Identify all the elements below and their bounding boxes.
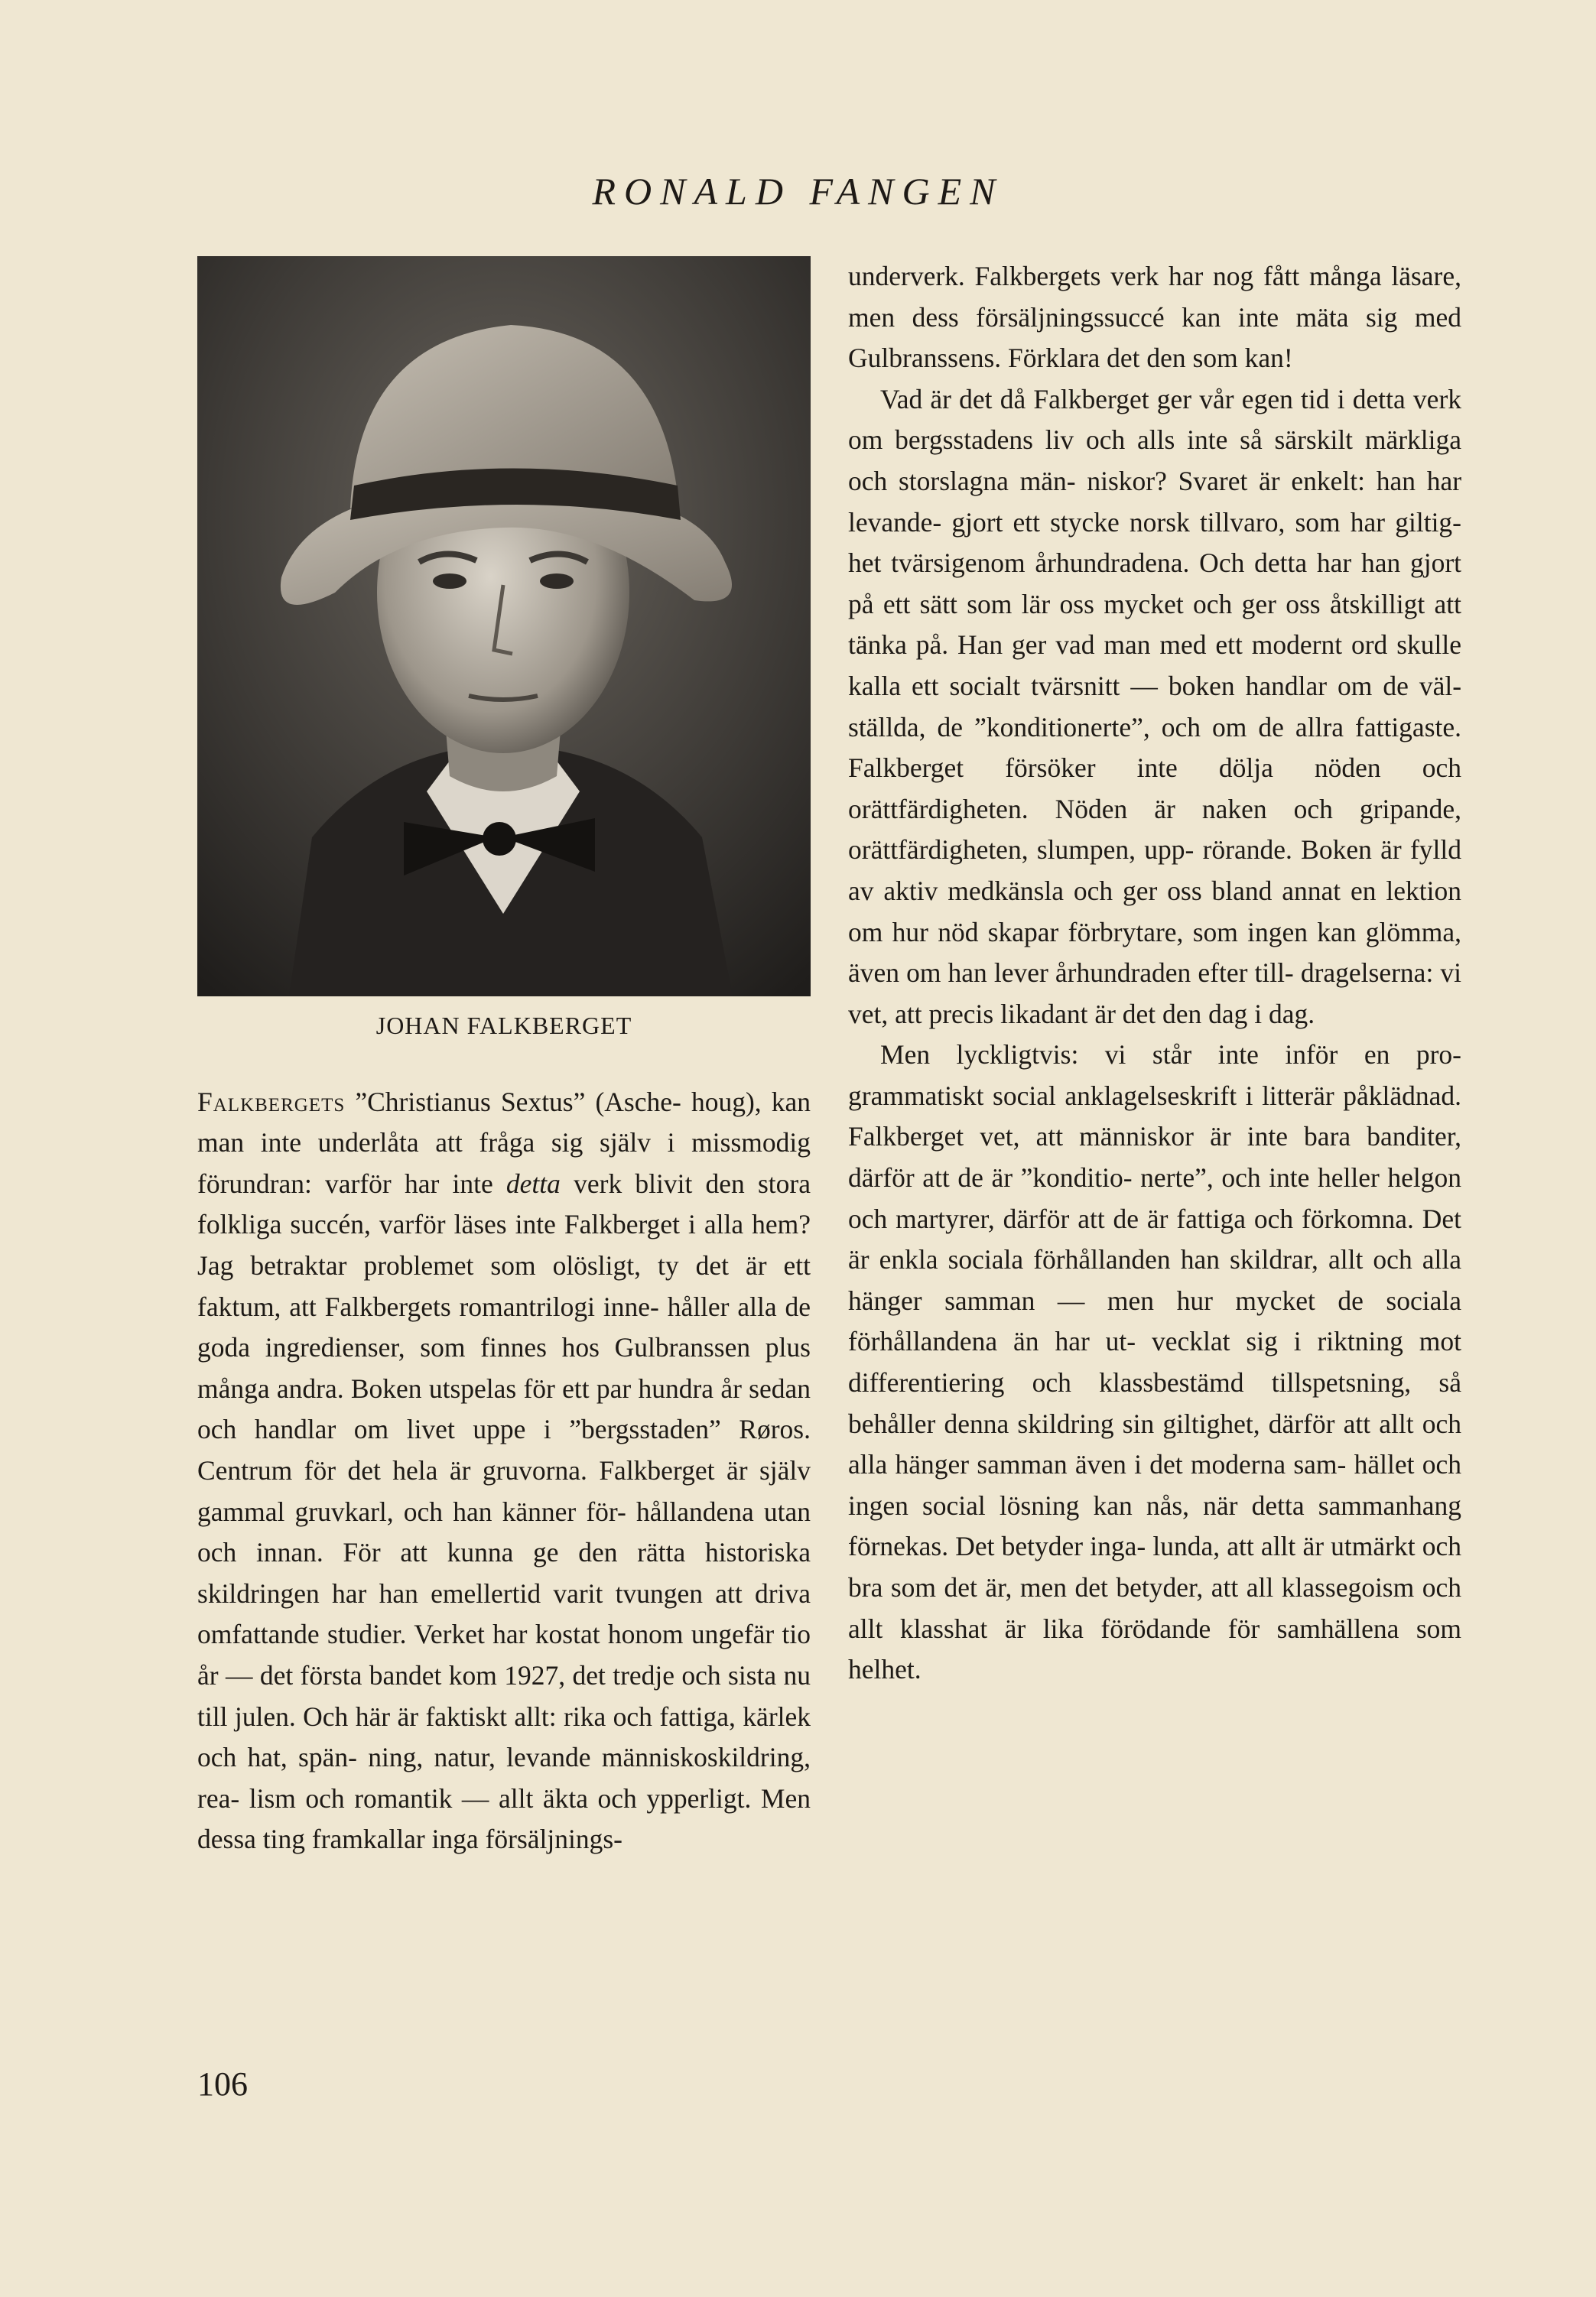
text-line: och gripande, orättfärdigheten, slumpen, upp- — [848, 793, 1462, 866]
text-line: man med ett modernt ord skulle kalla ett — [848, 629, 1461, 701]
text-line: som helhet. — [848, 1613, 1462, 1685]
text-line: ”Christianus Sextus” (Asche- — [355, 1086, 681, 1117]
text-line: betraktar problemet som olösligt, ty det är ett — [250, 1249, 811, 1281]
text-line: skildring sin giltighet, därför att allt och — [1017, 1408, 1461, 1439]
text-line: allt och alla hänger samman — men hur — [848, 1244, 1462, 1316]
text-line: hos Gulbranssen plus många andra. Boken — [197, 1332, 811, 1404]
author-photo — [197, 256, 811, 996]
text-line: är enkla sociala förhållanden han skildrar, — [848, 1244, 1318, 1275]
text-line: är, men det betyder, att all klassegoism och — [985, 1572, 1461, 1603]
text-line: lunda, att allt är utmärkt och bra som det — [848, 1531, 1462, 1603]
text-line: Centrum för det hela är gruvorna. Falkberget — [197, 1454, 715, 1486]
text-line: allt: rika och fattiga, kärlek och hat, spän- — [197, 1701, 811, 1773]
text-line: därför att de är fattiga och förkomna. Det — [1003, 1203, 1461, 1234]
left-paragraph — [197, 1082, 811, 1860]
text-line: inte så särskilt märkliga och storslagna män- — [848, 424, 1462, 496]
text-line: rörande. Boken är fylld av aktiv medkänsla — [848, 834, 1461, 906]
right-paragraph — [848, 379, 1461, 1035]
text-line: niskor? Svaret är enkelt: han har levande- — [848, 465, 1462, 538]
text-line: houg), kan man inte underlåta att fråga sig — [197, 1086, 811, 1158]
text-line: vecklat sig i riktning mot differentiering och — [848, 1326, 1461, 1399]
text-line: även om han lever århundraden efter till- — [848, 957, 1294, 989]
text-line: och ger oss bland annat en lektion om hur — [848, 875, 1461, 947]
text-line: år — det första bandet kom 1927, det tredje — [197, 1659, 675, 1691]
running-head: RONALD FANGEN — [592, 170, 1004, 213]
text-line: studier. Verket har kostat honom ungefär tio — [327, 1619, 811, 1650]
text-line: gjort ett stycke norsk tillvaro, som har giltig- — [951, 506, 1461, 538]
text-line: Men dessa ting framkallar inga försäljnings- — [197, 1782, 811, 1855]
text-line: dragelserna: vi vet, att precis likadant är det — [848, 957, 1461, 1029]
page-number: 106 — [197, 2065, 248, 2103]
text-line: hället och ingen social lösning kan nås, när — [848, 1449, 1462, 1521]
text-line: mycket de sociala förhållandena än har ut- — [848, 1285, 1461, 1357]
text-line: verk blivit den stora folkliga succén, — [197, 1168, 811, 1240]
text-line: ning, natur, levande människoskildring, rea- — [197, 1742, 811, 1814]
text-line: inte mäta sig med Gulbranssens. Förklara det — [848, 301, 1462, 374]
text-line: i detta verk om bergsstadens liv och alls — [848, 383, 1462, 456]
text-line: hållandena utan och innan. För att kunna — [197, 1496, 811, 1568]
text-line: nöden och orättfärdigheten. Nöden är naken — [848, 752, 1461, 824]
text-line: Men lyckligtvis: vi står inte inför en pro- — [880, 1039, 1461, 1071]
text-line: håller alla de goda ingredienser, som finnes — [197, 1291, 811, 1363]
text-line: varför läses inte Falkberget i alla hem? Jag — [197, 1209, 811, 1281]
portrait-photo-icon — [197, 256, 811, 996]
text-line: utspelas för ett par hundra år sedan och — [197, 1373, 811, 1445]
lead-word: Falkbergets — [197, 1086, 346, 1117]
text-line: den som kan! — [1146, 343, 1293, 374]
text-line: och sista nu till julen. Och här är faktiskt — [197, 1659, 811, 1732]
text-line: den dag i dag. — [1162, 998, 1315, 1029]
text-line: allt klasshat är lika förödande för samhällena — [848, 1613, 1399, 1644]
text-line: faktum, att Falkbergets romantrilogi inne- — [197, 1291, 659, 1322]
text-line: nerte”, och inte heller helgon och martyrer, — [848, 1162, 1462, 1234]
text-line: ger oss åtskilligt att tänka på. Han ger vad — [848, 588, 1461, 661]
left-column — [197, 256, 811, 1860]
text-line: detta sammanhang förnekas. Det betyder inga- — [848, 1490, 1462, 1562]
text-line: grammatiskt social anklagelseskrift i litterär — [848, 1080, 1334, 1111]
text-line: ställda, de ”konditionerte”, och om de allra — [848, 711, 1344, 742]
text-line: är själv gammal gruvkarl, och han känner för- — [197, 1454, 811, 1527]
text-line: påklädnad. Falkberget vet, att människor är — [848, 1080, 1461, 1152]
text-line: alla hänger samman även i det moderna sam- — [848, 1449, 1347, 1480]
text-line: handlar om livet uppe i ”bergsstaden” Røros. — [254, 1414, 811, 1445]
text-line: han gjort på ett sätt som lär oss mycket och — [848, 547, 1462, 619]
text-line: ge den rätta historiska skildringen har han — [197, 1537, 811, 1609]
emphasis: detta — [505, 1168, 561, 1199]
text-line: socialt tvärsnitt — boken handlar om de väl- — [949, 670, 1462, 701]
photo-caption: JOHAN FALKBERGET — [375, 1012, 632, 1039]
right-paragraph — [848, 256, 1461, 379]
text-line: nöd skapar förbrytare, som ingen kan glömma, — [938, 916, 1462, 947]
text-line: många läsare, men dess försäljningssuccé kan — [848, 261, 1461, 333]
text-line: inte bara banditer, därför att de är ”konditio- — [848, 1121, 1461, 1194]
text-line: klassbestämd tillspetsning, så behåller denna — [848, 1367, 1461, 1439]
text-line: het tvärsigenom århundradena. Och detta har — [848, 547, 1352, 579]
text-line: fattigaste. Falkberget försöker inte dölja — [848, 711, 1461, 784]
text-line: underverk. Falkbergets verk har nog fått — [848, 261, 1300, 291]
text-line: själv i missmodig förundran: varför har inte — [197, 1127, 811, 1199]
text-line: emellertid varit tvungen att driva omfattande — [197, 1577, 811, 1650]
text-line: lism och romantik — allt äkta och ypperligt. — [249, 1782, 752, 1814]
right-column — [848, 256, 1461, 1691]
text-line: Vad är det då Falkberget ger vår egen tid — [880, 383, 1330, 414]
right-paragraph — [848, 1035, 1461, 1691]
